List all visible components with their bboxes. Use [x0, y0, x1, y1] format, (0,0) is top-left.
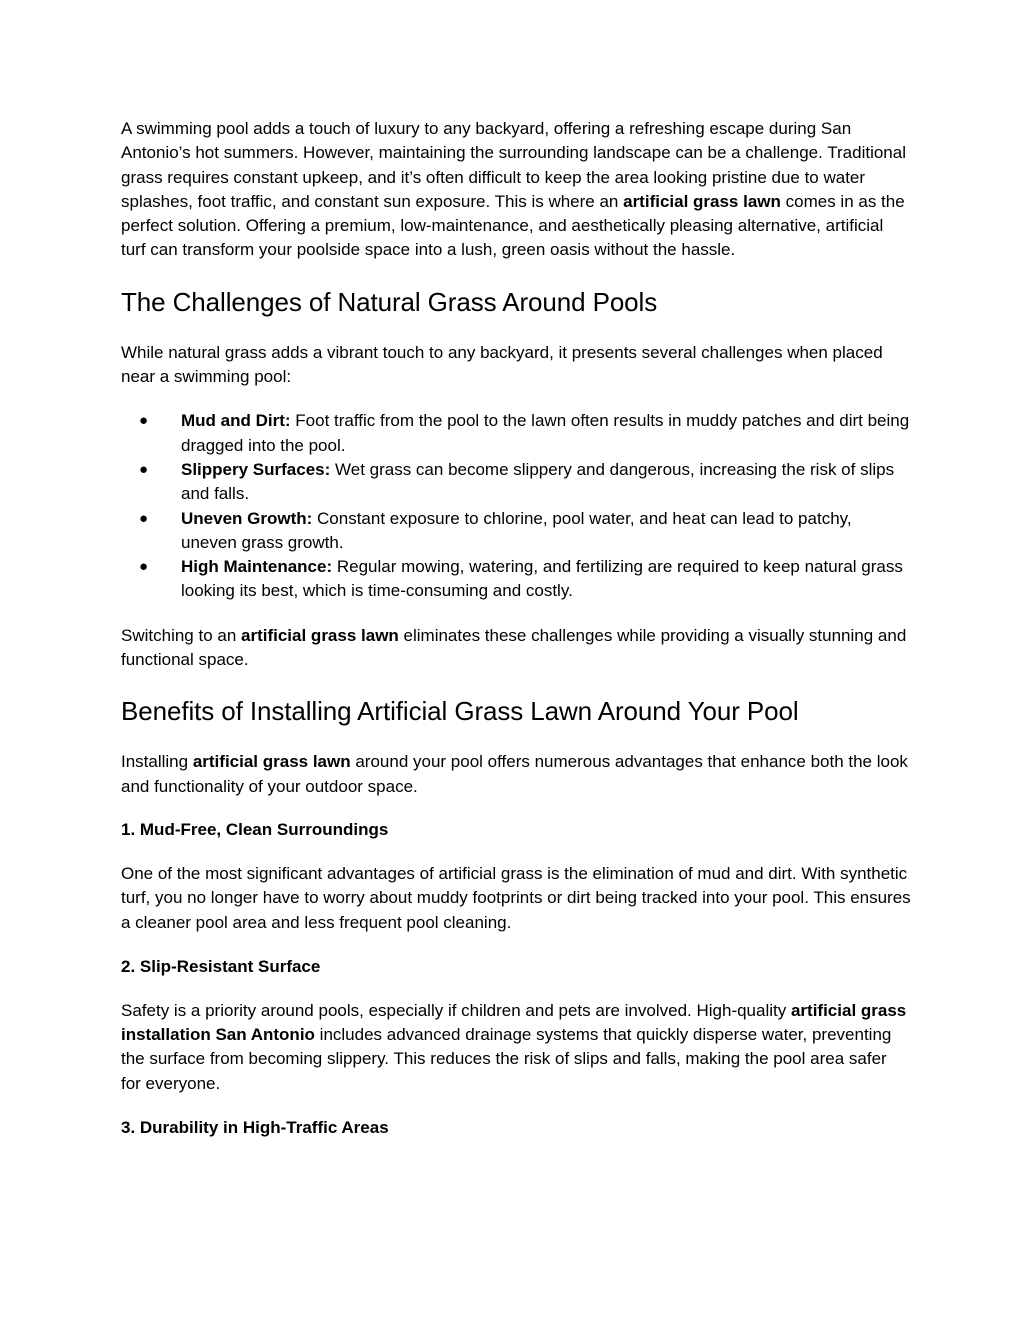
benefit-heading-durability: 3. Durability in High-Traffic Areas: [121, 1118, 389, 1138]
list-item: ● Mud and Dirt: Foot traffic from the pool to the lawn often results in muddy patches and dirt being dragged into the pool.: [139, 411, 910, 455]
bullet-icon: ●: [139, 460, 149, 478]
benefit-paragraph-mud-free: One of the most significant advantages of artificial grass is the elimination of mud and dirt. With synthetic turf, you no longer have to worry about muddy footprints or dirt being tracked into your pool. This ensures a cleaner pool area and less frequent pool cleaning.: [121, 863, 911, 932]
benefit-paragraph-slip-resistant: Safety is a priority around pools, especially if children and pets are involved. High-quality artificial grass installation San Antonio includes advanced drainage systems that quickly disperse water, preventing the surface from becoming slippery. This reduces the risk of slips and falls, making the pool area safer for everyone.: [121, 1000, 907, 1093]
switching-paragraph: Switching to an artificial grass lawn eliminates these challenges while providing a visually stunning and functional space.: [121, 625, 907, 670]
challenges-intro-paragraph: While natural grass adds a vibrant touch to any backyard, it presents several challenges when placed near a swimming pool:: [121, 342, 883, 387]
section-heading-benefits: Benefits of Installing Artificial Grass Lawn Around Your Pool: [121, 696, 799, 727]
benefits-intro-paragraph: Installing artificial grass lawn around your pool offers numerous advantages that enhance both the look and functionality of your outdoor space.: [121, 752, 908, 796]
list-item: ● Uneven Growth: Constant exposure to chlorine, pool water, and heat can lead to patchy, uneven grass growth.: [139, 508, 852, 552]
benefit-heading-mud-free: 1. Mud-Free, Clean Surroundings: [121, 819, 389, 839]
intro-paragraph: A swimming pool adds a touch of luxury to any backyard, offering a refreshing escape during San Antonio’s hot summers. However, maintaining the surrounding landscape can be a challenge. Traditional grass requires constant upkeep, and it’s often difficult to keep the area looking pristine due to water splashes, foot traffic, and constant sun exposure. This is where an artificial grass lawn comes in as the perfect solution. Offering a premium, low-maintenance, and aesthetically pleasing alternative, artificial turf can transform your poolside space into a lush, green oasis without the hassle.: [121, 119, 906, 260]
bullet-icon: ●: [139, 509, 149, 527]
list-item: ● High Maintenance: Regular mowing, watering, and fertilizing are required to keep natural grass looking its best, which is time-consuming and costly.: [139, 557, 903, 601]
keyword-artificial-grass-lawn: artificial grass lawn: [623, 191, 781, 211]
bullet-icon: ●: [139, 412, 149, 430]
list-item: ● Slippery Surfaces: Wet grass can become slippery and dangerous, increasing the risk of slips and falls.: [139, 459, 895, 504]
bullet-icon: ●: [139, 558, 149, 576]
document-page: [121, 117, 911, 1140]
section-heading-challenges: The Challenges of Natural Grass Around Pools: [121, 286, 658, 317]
challenges-list: [121, 409, 911, 603]
benefit-heading-slip-resistant: 2. Slip-Resistant Surface: [121, 956, 321, 976]
